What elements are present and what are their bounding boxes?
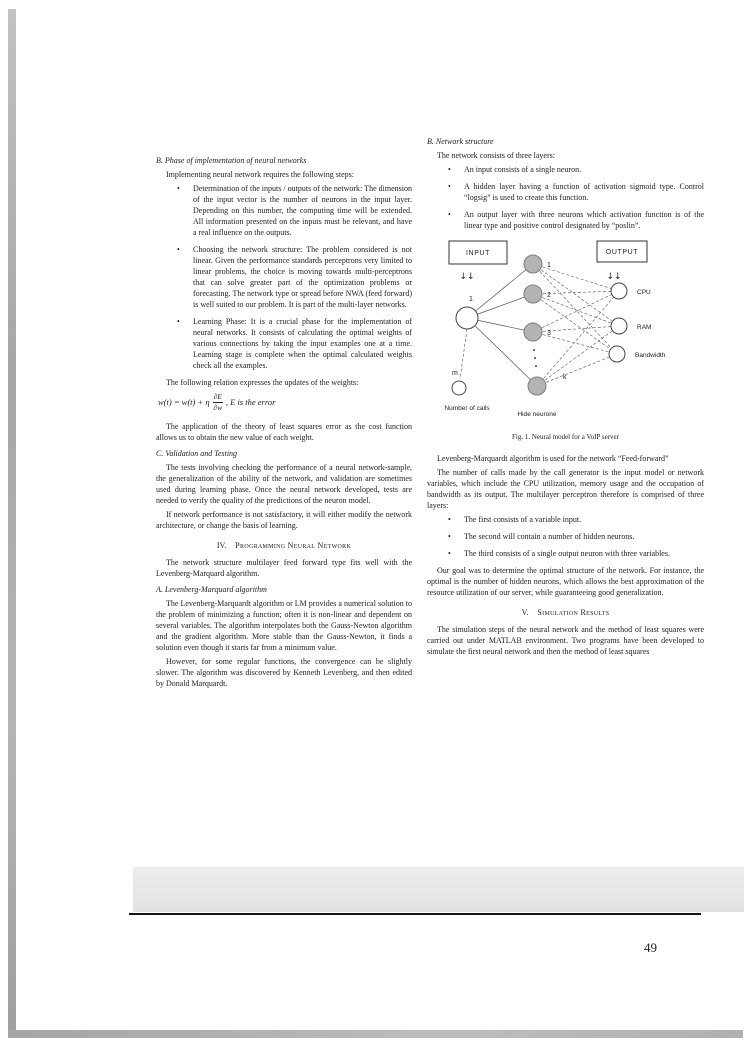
paragraph-three-layers-intro: The network consists of three layers: [437, 151, 555, 160]
output-label-ram: RAM [637, 324, 652, 331]
hidden-node-label: 3 [547, 330, 551, 337]
bullet-marker [448, 209, 451, 220]
section-number: V. [521, 608, 529, 617]
paragraph-lm-history: However, for some regular functions, the convergence can be slightly slower. The algorithm was discovered by Kenneth Levenberg, and then edited by Donald Marquardt. [156, 656, 412, 688]
section-heading-simulation-results [427, 607, 704, 618]
page-number: 49 [644, 940, 657, 955]
input-neuron-node [456, 307, 478, 329]
left-column [156, 150, 412, 692]
list-item-text: The first consists of a variable input. [464, 515, 582, 524]
k-label: k [563, 374, 567, 381]
ellipsis-dot [535, 365, 537, 367]
bullet-marker [448, 181, 451, 192]
list-item [427, 164, 704, 175]
list-item-text: Choosing the network structure: The problem considered is not linear. Given the performance standards perceptrons very limited to linear problems, the choice is moving towards multi-perceptrons that can solve greater part of the optimization problems or forecasting. The network type or spread before NWA (feed forward) is well suited to our problem. It is part of the multi-layer networks. [193, 245, 412, 309]
paragraph-tests: The tests involving checking the performance of a neural network-sample, the generalization of the ability of the network, and validation are sometimes used during learning phase. Once the neural network developed, tests are needed to verify the quality of the predictions of the neuron model. [156, 462, 412, 505]
section-title: Simulation Results [537, 608, 610, 617]
paragraph-number-of-calls: The number of calls made by the call generator is the input model or network variables, which include the CPU utilization, memory usage and the occupation of bandwidth as its output. The multilayer perceptron therefore is comprised of three layers: [427, 468, 704, 510]
list-item [156, 183, 412, 238]
list-item [156, 244, 412, 310]
heading-network-structure: B. Network structure [427, 137, 494, 146]
output-neuron-node [611, 318, 627, 334]
hidden-node-label: 1 [547, 262, 551, 269]
section-heading-programming-neural-network [156, 540, 412, 551]
bullet-marker [177, 316, 180, 327]
list-item-text: An input consists of a single neuron. [464, 165, 582, 174]
list-item [427, 531, 704, 542]
bullet-marker [448, 164, 451, 175]
scan-shadow-band [133, 867, 744, 912]
right-column [427, 131, 704, 660]
formula-numerator: ∂E [213, 392, 222, 401]
list-item-text: A hidden layer having a function of activation sigmoid type. Control “logsig” is used to create this function. [464, 182, 704, 202]
number-of-calls-label: Number of calls [444, 405, 490, 412]
list-item [427, 548, 704, 559]
output-box-label: OUTPUT [605, 249, 639, 256]
hidden-to-output-connections [460, 264, 622, 386]
bullet-marker [448, 531, 451, 542]
list-item-text: Learning Phase: It is a crucial phase for the implementation of neural networks. It consists of calculating the optimal weights of various connections by taking the input examples one at a time. Learning stage is complete when the optimal calculated weights check all the examples. [193, 317, 412, 370]
formula-tail: , E is the error [225, 396, 276, 407]
list-item-text: Determination of the inputs / outputs of the network: The dimension of the input vector is the number of neurons in the input layer. Depending on this number, the computing time will be extended. All information presented on the inputs must be relevant, and have a real influence on the outputs. [193, 184, 412, 237]
formula-lhs: w(t) = w(t) + η [158, 396, 210, 407]
paragraph-goal: Our goal was to determine the optimal structure of the network. For instance, the optimal is the number of hidden neurons, which allows the best approximation of the resource utilization of our server, while guaranteeing good generalization. [427, 566, 704, 597]
neural-network-diagram [427, 238, 704, 420]
heading-phase-of-implementation: B. Phase of implementation of neural networks [156, 156, 307, 165]
formula-denominator: ∂w [213, 402, 223, 412]
hidden-neuron-node [524, 323, 542, 341]
bullet-marker [177, 244, 180, 255]
hidden-neuron-node [528, 377, 546, 395]
list-item [427, 514, 704, 525]
output-label-bandwidth: Bandwidth [635, 352, 666, 359]
scan-artifact-bottom [8, 1030, 743, 1038]
formula-fraction [213, 393, 223, 412]
m-input-node [452, 381, 466, 395]
output-down-arrows-icon: ↓↓ [606, 272, 622, 282]
output-neuron-node [609, 346, 625, 362]
input-down-arrows-icon: ↓↓ [459, 272, 475, 282]
list-item-text: An output layer with three neurons which activation function is of the linear type and positive control designated by “poslin”. [464, 210, 704, 230]
input-to-hidden-connections [467, 264, 537, 386]
hidden-node-label: 2 [547, 292, 551, 299]
bullet-marker [448, 548, 451, 559]
output-neuron-node [611, 283, 627, 299]
paragraph-application-least-squares: The application of the theory of least squares error as the cost function allows us to obtain the new value of each weight. [156, 421, 412, 442]
hidden-neuron-node [524, 285, 542, 303]
weight-update-formula [158, 393, 412, 412]
output-label-cpu: CPU [637, 289, 651, 296]
list-item-text: The second will contain a number of hidden neurons. [464, 532, 635, 541]
ellipsis-dot [534, 357, 536, 359]
figure-caption: Fig. 1. Neural model for a VoIP server [512, 433, 619, 441]
network-layers-list [427, 164, 704, 231]
hide-neurone-label: Hide neurone [517, 411, 557, 418]
scan-artifact-left [8, 9, 16, 1035]
list-item [427, 181, 704, 203]
footer-rule [129, 913, 701, 915]
implementation-steps-list [156, 183, 412, 371]
paragraph-simulation: The simulation steps of the neural network and the method of least squares were carried out under MATLAB environment. Two programs have been developed to simulate the first neural network and then the method of least squares [427, 625, 704, 656]
input-node-label: 1 [469, 296, 473, 303]
paragraph-implementing-intro: Implementing neural network requires the following steps: [166, 170, 354, 179]
m-label: m [452, 370, 458, 377]
list-item-text: The third consists of a single output neuron with three variables. [464, 549, 670, 558]
paragraph-lm-used: Levenberg-Marquardt algorithm is used for the network “Feed-forward” [437, 454, 669, 463]
bullet-marker [448, 514, 451, 525]
hidden-neuron-node [524, 255, 542, 273]
list-item [427, 209, 704, 231]
perceptron-layers-list [427, 514, 704, 559]
figure-neural-model [427, 238, 704, 420]
list-item [156, 316, 412, 371]
paragraph-weights-intro: The following relation expresses the updates of the weights: [166, 378, 359, 387]
section-number: IV. [216, 540, 227, 550]
ellipsis-dot [533, 349, 535, 351]
heading-validation-and-testing: C. Validation and Testing [156, 448, 238, 458]
section-title: Programming Neural Network [235, 540, 352, 550]
paragraph-network-structure-fits: The network structure multilayer feed forward type fits well with the Levenberg-Marquard algorithm. [156, 557, 412, 578]
bullet-marker [177, 183, 180, 194]
heading-levenberg-marquard: A. Levenberg-Marquard algorithm [156, 584, 267, 594]
paragraph-lm-description: The Levenberg-Marquardt algorithm or LM provides a numerical solution to the problem of minimizing a function; often it is non-linear and dependent on several variables. The algorithm interpolates both the Gauss-Newton algorithm and the gradient algorithm. More stable than the Gauss-Newton, it finds a solution even though it starts far from a minimum value. [156, 598, 412, 652]
input-box-label: INPUT [466, 250, 490, 257]
paragraph-if-performance: If network performance is not satisfactory, it will either modify the network architecture, or change the basis of learning. [156, 509, 412, 530]
